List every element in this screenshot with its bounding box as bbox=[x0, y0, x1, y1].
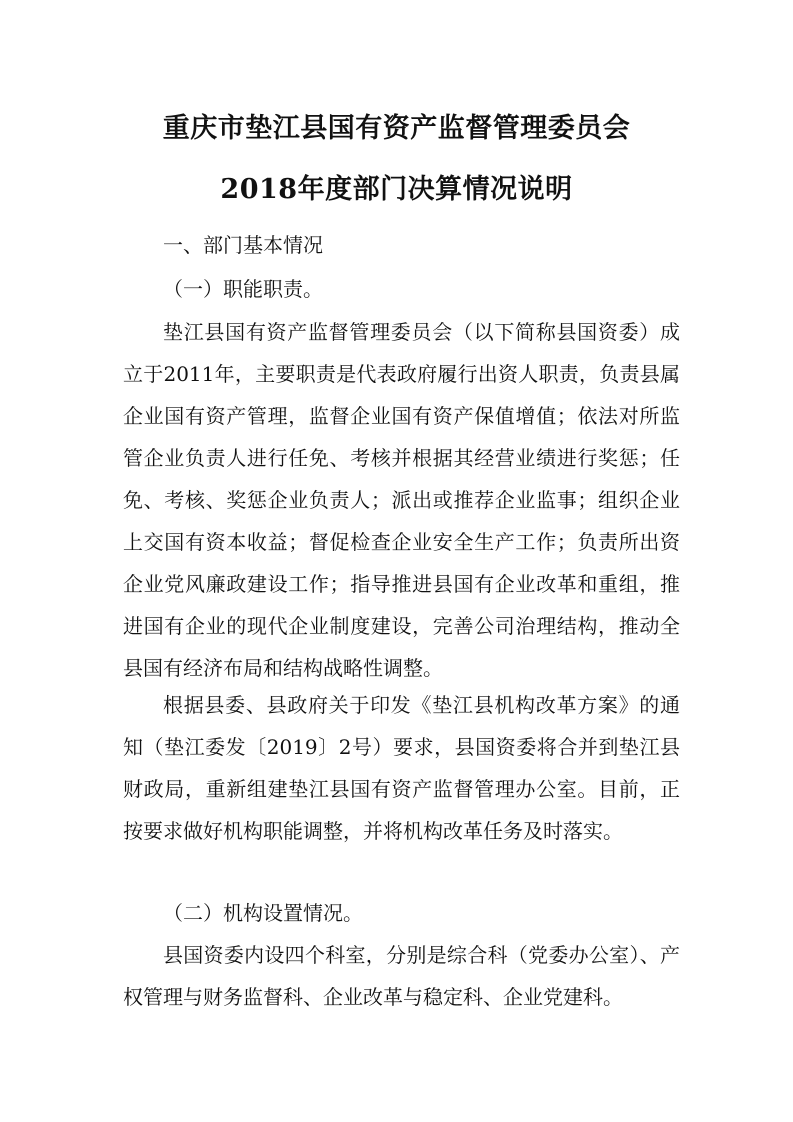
document-title-line1: 重庆市垫江县国有资产监督管理委员会 bbox=[162, 113, 631, 144]
paragraph-organization: 县国资委内设四个科室，分别是综合科（党委办公室）、产权管理与财务监督科、企业改革与稳定科、企业党建科。 bbox=[123, 943, 680, 1009]
document-title-line2: 2018年度部门决算情况说明 bbox=[220, 174, 573, 205]
paragraph-reform: 根据县委、县政府关于印发《垫江县机构改革方案》的通知（垫江委发〔2019〕2号）要求，县国资委将合并到垫江县财政局，重新组建垫江县国有资产监督管理办公室。目前，正按要求做好机构职能调整，并将机构改革任务及时落实。 bbox=[123, 693, 680, 843]
subsection-heading-organization: （二）机构设置情况。 bbox=[163, 901, 363, 925]
paragraph-functions: 垫江县国有资产监督管理委员会（以下简称县国资委）成立于2011年，主要职责是代表政府履行出资人职责，负责县属企业国有资产管理，监督企业国有资产保值增值；依法对所监管企业负责人进行任免、考核并根据其经营业绩进行奖惩；任免、考核、奖惩企业负责人；派出或推荐企业监事；组织企业上交国有资本收益；督促检查企业安全生产工作；负责所出资企业党风廉政建设工作；指导推进县国有企业改革和重组，推进国有企业的现代企业制度建设，完善公司治理结构，推动全县国有经济布局和结构战略性调整。 bbox=[123, 320, 680, 680]
section-heading-basic-info: 一、部门基本情况 bbox=[163, 233, 323, 257]
subsection-heading-functions: （一）职能职责。 bbox=[163, 277, 323, 301]
